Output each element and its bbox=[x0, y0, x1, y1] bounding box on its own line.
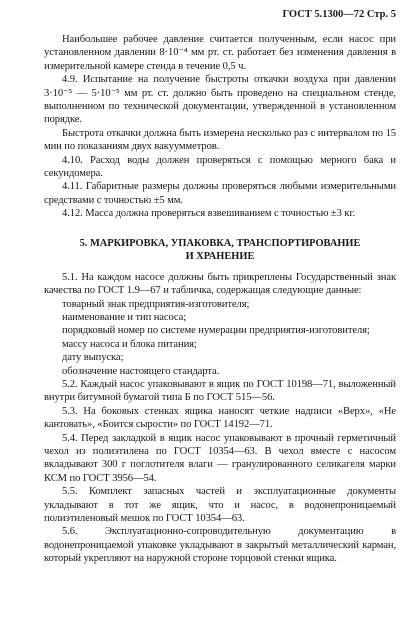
paragraph-4-9: 4.9. Испытание на получение быстроты откачки воздуха при давлении 3·10⁻⁵ — 5·10⁻⁵ мм рт. ст. должно быть проведено на специальном стенде, выполненном по технической документации, утвержденной в установленном порядке. bbox=[44, 74, 396, 126]
list-item-serial-number: порядковый номер по системе нумерации предприятия-изготовителя; bbox=[62, 325, 370, 337]
paragraph-5-5: 5.5. Комплект запасных частей и эксплуатационные документы укладывают в тот же ящик, что и насос, в водонепроницаемый полиэтиленовый мешок по ГОСТ 10354—63. bbox=[44, 486, 396, 524]
list-item-date: дату выпуска; bbox=[62, 352, 124, 364]
paragraph-5-2: 5.2. Каждый насос упаковывают в ящик по ГОСТ 10198—71, выложенный внутри битумной бумагой типа Б по ГОСТ 515—56. bbox=[44, 378, 396, 404]
top-text-block bbox=[44, 33, 396, 221]
section-title-line-2: И ХРАНЕНИЕ bbox=[185, 250, 255, 262]
paragraph-5-4: 5.4. Перед закладкой в ящик насос упаковывают в прочный герметичный чехол из полиэтилена по ГОСТ 10354—63. В чехол вместе с насосом вкладывают 300 г поглотителя влаги — гранулированного селикагеля марки КСМ по ГОСТ 3956—54. bbox=[44, 432, 396, 484]
paragraph-4-12: 4.12. Масса должна проверяться взвешиванием с точностью ±3 кг. bbox=[62, 208, 356, 220]
paragraph-5-1: 5.1. На каждом насосе должны быть прикреплены Государственный знак качества по ГОСТ 1.9—67 и табличка, содержащая следующие данные: bbox=[44, 271, 396, 297]
paragraph-4-11: 4.11. Габаритные размеры должны проверяться любыми измерительными средствами с точностью ±5 мм. bbox=[44, 181, 396, 206]
paragraph-max-pressure: Наибольшее рабочее давление считается полученным, если насос при установленном давлении 8·10⁻⁴ мм рт. ст. работает без изменения давления в измерительной камере стенда в течение 0,5 ч. bbox=[44, 34, 396, 72]
page-header: ГОСТ 5.1300—72 Стр. 5 bbox=[282, 9, 396, 20]
section-title bbox=[44, 237, 396, 263]
section-title-line-1: 5. МАРКИРОВКА, УПАКОВКА, ТРАНСПОРТИРОВАНИЕ bbox=[79, 237, 361, 249]
list-item-trademark: товарный знак предприятия-изготовителя; bbox=[62, 298, 250, 310]
paragraph-4-10: 4.10. Расход воды должен проверяться с помощью мерного бака и секундомера. bbox=[44, 154, 396, 180]
paragraph-5-6: 5.6. Эксплуатационно-сопроводительную документацию в водонепроницаемой упаковке укладывают в закрытый металлический карман, который укрепляют на наружной стороне торцовой стенки ящика. bbox=[44, 526, 396, 565]
list-item-name-type: наименование и тип насоса; bbox=[62, 311, 187, 323]
list-item-mass: массу насоса и блока питания; bbox=[62, 338, 197, 350]
paragraph-pumping-speed: Быстрота откачки должна быть измерена несколько раз с интервалом по 15 мин по показаниям двух вакуумметров. bbox=[44, 127, 396, 153]
section-text-block bbox=[44, 271, 396, 566]
paragraph-5-3: 5.3. На боковых стенках ящика наносят четкие надписи «Верх», «Не кантовать», «Боится сырости» по ГОСТ 14192—71. bbox=[44, 405, 396, 431]
list-item-standard: обозначение настоящего стандарта. bbox=[62, 365, 220, 377]
